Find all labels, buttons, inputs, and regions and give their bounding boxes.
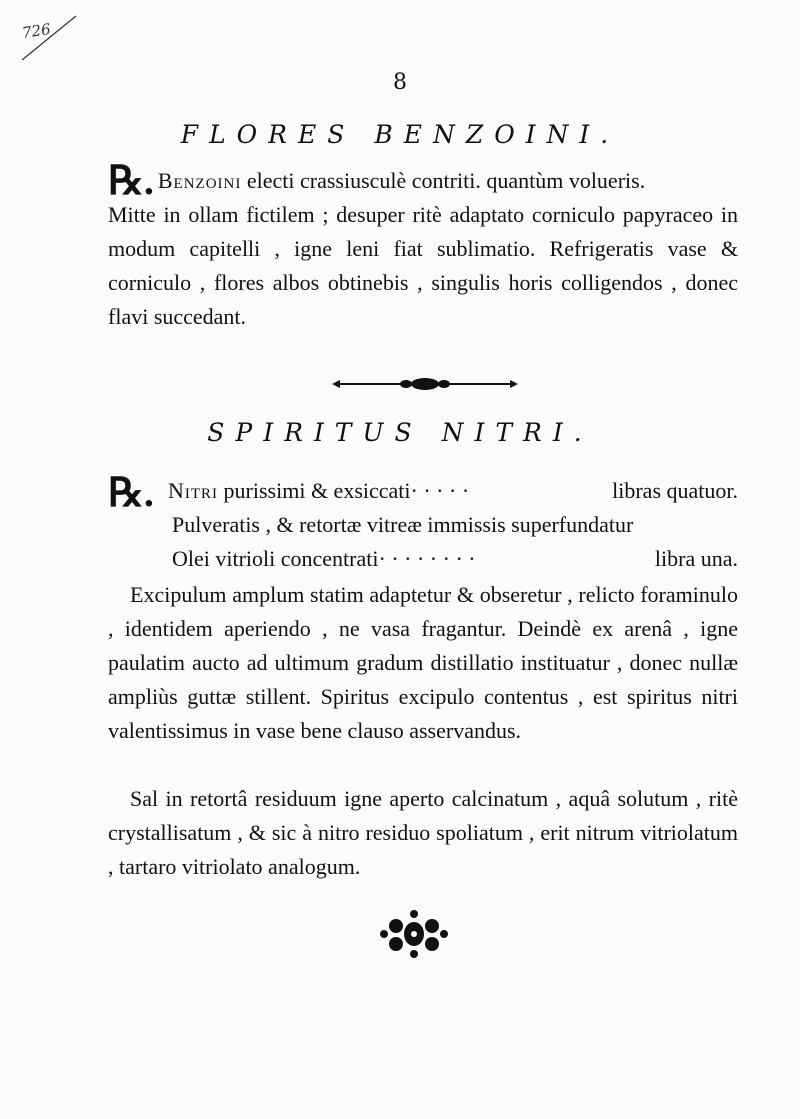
- lead-word: Nitri: [168, 478, 219, 503]
- section2-paragraph: Sal in retortâ residuum igne aperto calcinatum , aquâ solutum , ritè crystallisatum , & sic à nitro residuo spoliatum , erit nitrum vitriolatum , tartaro vitriolato analogum.: [108, 786, 738, 879]
- recipe-row: [108, 470, 738, 515]
- recipe-symbol: ℞.: [108, 470, 154, 515]
- recipe-symbol: ℞.: [108, 158, 154, 203]
- recipe-ingredient: Olei vitrioli concentrati· · · · · · · ·: [172, 546, 476, 571]
- decorative-rule: [332, 374, 518, 394]
- lead-word: Benzoini: [157, 168, 242, 193]
- recipe-quantity: libra una.: [654, 546, 738, 571]
- body-paragraph: Mitte in ollam fictilem ; desuper ritè adaptato corniculo papyraceo in modum capitelli , igne leni fiat sublimatio. Refrigeratis vase & corniculo , flores albos obtinebis , singulis horis colligendos , donec flavi succedant.: [108, 202, 738, 329]
- fleuron-ornament: [378, 908, 450, 960]
- section-title-spiritus-nitri: SPIRITUS NITRI.: [207, 418, 593, 447]
- section2-paragraph: Excipulum amplum statim adaptetur & obseretur , relicto foraminulo , identidem aperiendo , ne vasa fragantur. Deindè ex arenâ , igne paulatim aucto ad ultimum gradum distillatio instituatur , donec nullæ ampliùs guttæ stillent. Spiritus excipulo contentus , est spiritus nitri valentissimus in vase bene clauso asservandus.: [108, 582, 738, 743]
- recipe-ingredient: purissimi & exsiccati· · · · ·: [223, 478, 470, 503]
- recipe-row: [108, 508, 738, 542]
- recipe-item: [168, 474, 469, 508]
- body-line: electi crassiusculè contriti. quantùm volueris.: [246, 168, 646, 193]
- handwritten-note: 726: [20, 20, 52, 42]
- recipe-row: [108, 542, 738, 576]
- recipe-quantity: libras quatuor.: [612, 478, 738, 503]
- recipe-ingredient: Pulveratis , & retortæ vitreæ immissis superfundatur: [172, 512, 634, 537]
- section1-body: [108, 158, 738, 334]
- section-title-flores-benzoini: FLORES BENZOINI.: [180, 120, 620, 149]
- page-number: 8: [393, 70, 407, 95]
- recipe-list: [108, 470, 738, 576]
